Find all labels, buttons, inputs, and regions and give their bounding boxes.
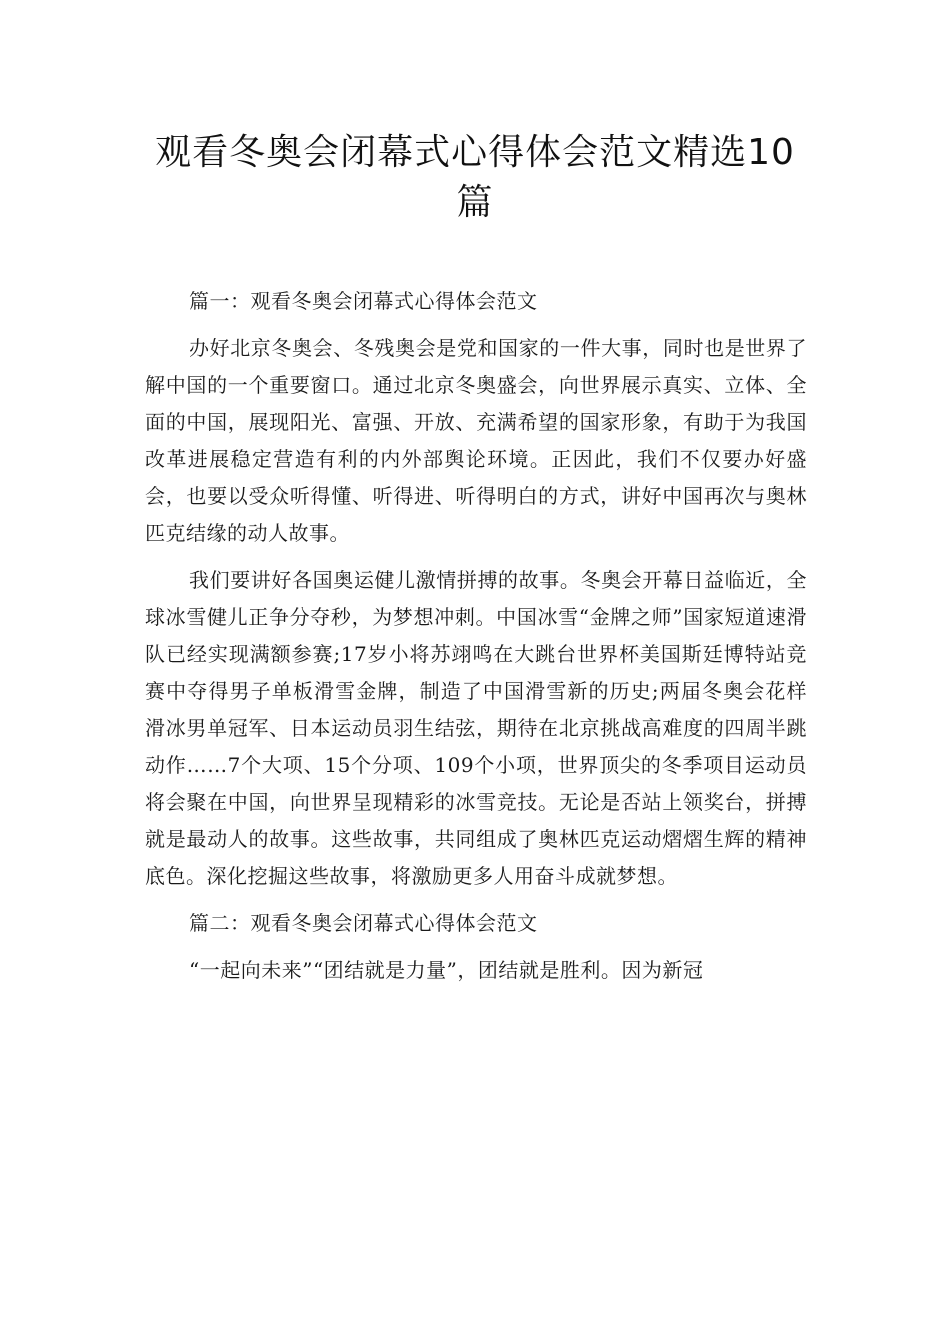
document-title: 观看冬奥会闭幕式心得体会范文精选10篇 — [155, 132, 795, 223]
paragraph-2: 我们要讲好各国奥运健儿激情拼搏的故事。冬奥会开幕日益临近，全球冰雪健儿正争分夺秒，为梦想冲刺。中国冰雪“金牌之师”国家短道速滑队已经实现满额参赛;17岁小将苏翊鸣在大跳台世界杯美国斯廷博特站竞赛中夺得男子单板滑雪金牌，制造了中国滑雪新的历史;两届冬奥会花样滑冰男单冠军、日本运动员羽生结弦，期待在北京挑战高难度的四周半跳动作……7个大项、15个分项、109个小项，世界顶尖的冬季项目运动员将会聚在中国，向世界呈现精彩的冰雪竞技。无论是否站上领奖台，拼搏就是最动人的故事。这些故事，共同组成了奥林匹克运动熠熠生辉的精神底色。深化挖掘这些故事，将激励更多人用奋斗成就梦想。 — [145, 568, 807, 888]
section-heading-2: 篇二：观看冬奥会闭幕式心得体会范文 — [189, 911, 538, 935]
section-heading-1: 篇一：观看冬奥会闭幕式心得体会范文 — [189, 289, 538, 313]
paragraph-1: 办好北京冬奥会、冬残奥会是党和国家的一件大事，同时也是世界了解中国的一个重要窗口。通过北京冬奥盛会，向世界展示真实、立体、全面的中国，展现阳光、富强、开放、充满希望的国家形象，有助于为我国改革进展稳定营造有利的内外部舆论环境。正因此，我们不仅要办好盛会，也要以受众听得懂、听得进、听得明白的方式，讲好中国再次与奥林匹克结缘的动人故事。 — [145, 336, 807, 545]
document-body — [145, 283, 807, 999]
paragraph-3: “一起向未来”“团结就是力量”，团结就是胜利。因为新冠 — [189, 958, 704, 982]
